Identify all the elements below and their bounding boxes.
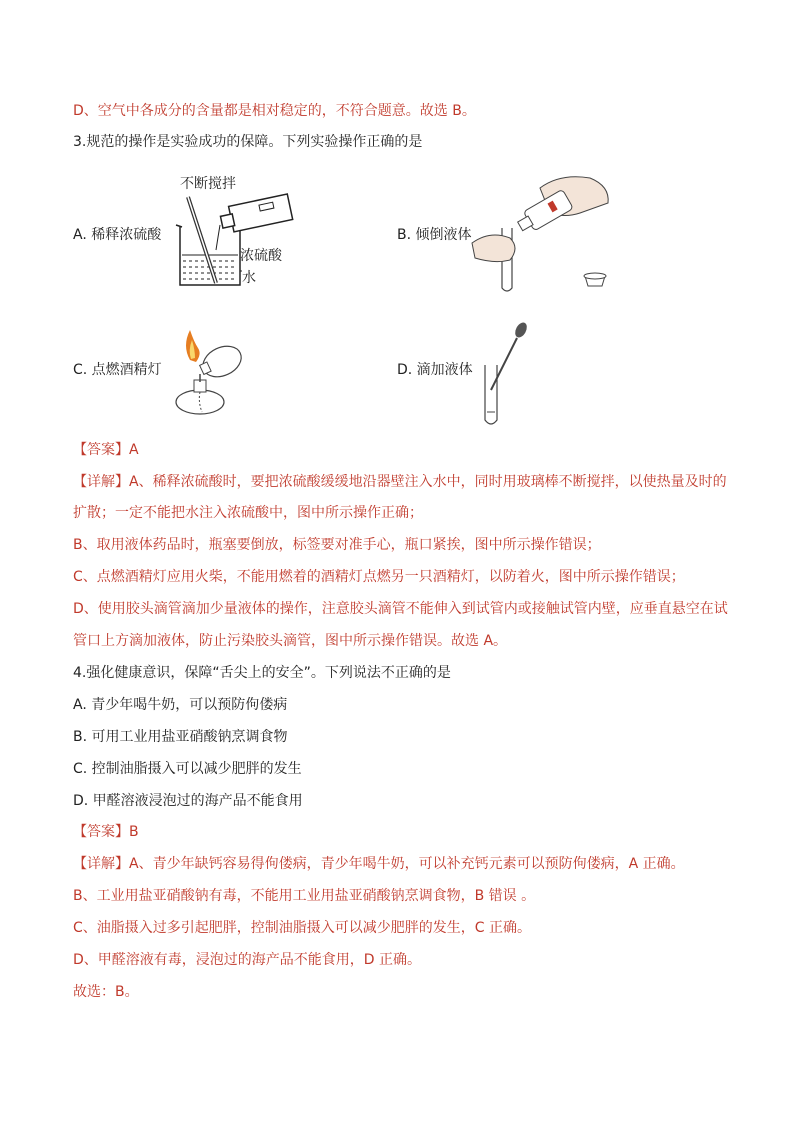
q3-option-d-label: D. 滴加液体 <box>397 362 473 378</box>
q4-option-b: B. 可用工业用盐亚硝酸钠烹调食物 <box>73 729 288 745</box>
q3-detail-tag: 【详解】 <box>73 474 129 490</box>
q4-option-a: A. 青少年喝牛奶，可以预防佝偻病 <box>73 697 288 713</box>
q4-option-d: D. 甲醛溶液浸泡过的海产品不能食用 <box>73 793 303 809</box>
question-4-stem: 4.强化健康意识，保障“舌尖上的安全”。下列说法不正确的是 <box>73 665 451 681</box>
fig-a-water-label: 水 <box>242 270 256 286</box>
q3-detail-a1: A、稀释浓硫酸时，要把浓硫酸缓缓地沿器壁注入水中，同时用玻璃棒不断搅拌，以使热量及时的 <box>129 474 727 490</box>
q3-detail-c: C、点燃酒精灯应用火柴，不能用燃着的酒精灯点燃另一只酒精灯，以防着火，图中所示操作错误； <box>73 569 685 585</box>
q4-detail-b: B、工业用盐亚硝酸钠有毒，不能用工业用盐亚硝酸钠烹调食物，B 错误 。 <box>73 888 536 904</box>
fig-a-stir-label: 不断搅拌 <box>180 176 236 192</box>
drop-liquid-figure <box>475 320 535 430</box>
dilute-sulfuric-acid-figure <box>170 175 300 290</box>
question-3-stem: 3.规范的操作是实验成功的保障。下列实验操作正确的是 <box>73 134 423 150</box>
fig-a-acid-label: 浓硫酸 <box>240 248 282 264</box>
q4-detail-a: A、青少年缺钙容易得佝偻病，青少年喝牛奶，可以补充钙元素可以预防佝偻病，A 正确。 <box>129 856 685 872</box>
q3-detail-a-line1 <box>73 472 727 492</box>
q3-detail-d-line2: 管口上方滴加液体，防止污染胶头滴管，图中所示操作错误。故选 A。 <box>73 633 508 649</box>
q4-detail-a-line <box>73 854 685 874</box>
q3-option-c-label: C. 点燃酒精灯 <box>73 362 162 378</box>
q4-option-c: C. 控制油脂摄入可以减少肥胖的发生 <box>73 761 302 777</box>
q3-detail-b: B、取用液体药品时，瓶塞要倒放，标签要对准手心，瓶口紧挨，图中所示操作错误； <box>73 537 601 553</box>
q4-answer-line <box>73 822 139 842</box>
q4-conclusion: 故选：B。 <box>73 984 139 1000</box>
pour-liquid-figure <box>470 168 620 296</box>
q3-option-b-label: B. 倾倒液体 <box>397 227 472 243</box>
q4-detail-c: C、油脂摄入过多引起肥胖，控制油脂摄入可以减少肥胖的发生，C 正确。 <box>73 920 531 936</box>
q4-detail-tag: 【详解】 <box>73 856 129 872</box>
q3-answer-tag: 【答案】 <box>73 442 129 458</box>
q3-detail-d-line1: D、使用胶头滴管滴加少量液体的操作，注意胶头滴管不能伸入到试管内或接触试管内壁，应垂直悬空在试 <box>73 601 728 617</box>
light-alcohol-lamp-figure <box>160 322 250 418</box>
q3-detail-a-line2: 扩散；一定不能把水注入浓硫酸中，图中所示操作正确； <box>73 505 423 521</box>
q3-answer-value: A <box>129 442 139 458</box>
prev-answer-tail: D、空气中各成分的含量都是相对稳定的，不符合题意。故选 B。 <box>73 103 476 119</box>
q4-answer-tag: 【答案】 <box>73 824 129 840</box>
q4-detail-d: D、甲醛溶液有毒，浸泡过的海产品不能食用，D 正确。 <box>73 952 422 968</box>
q3-option-a-label: A. 稀释浓硫酸 <box>73 227 162 243</box>
q4-answer-value: B <box>129 824 139 840</box>
q3-answer-line <box>73 440 139 460</box>
